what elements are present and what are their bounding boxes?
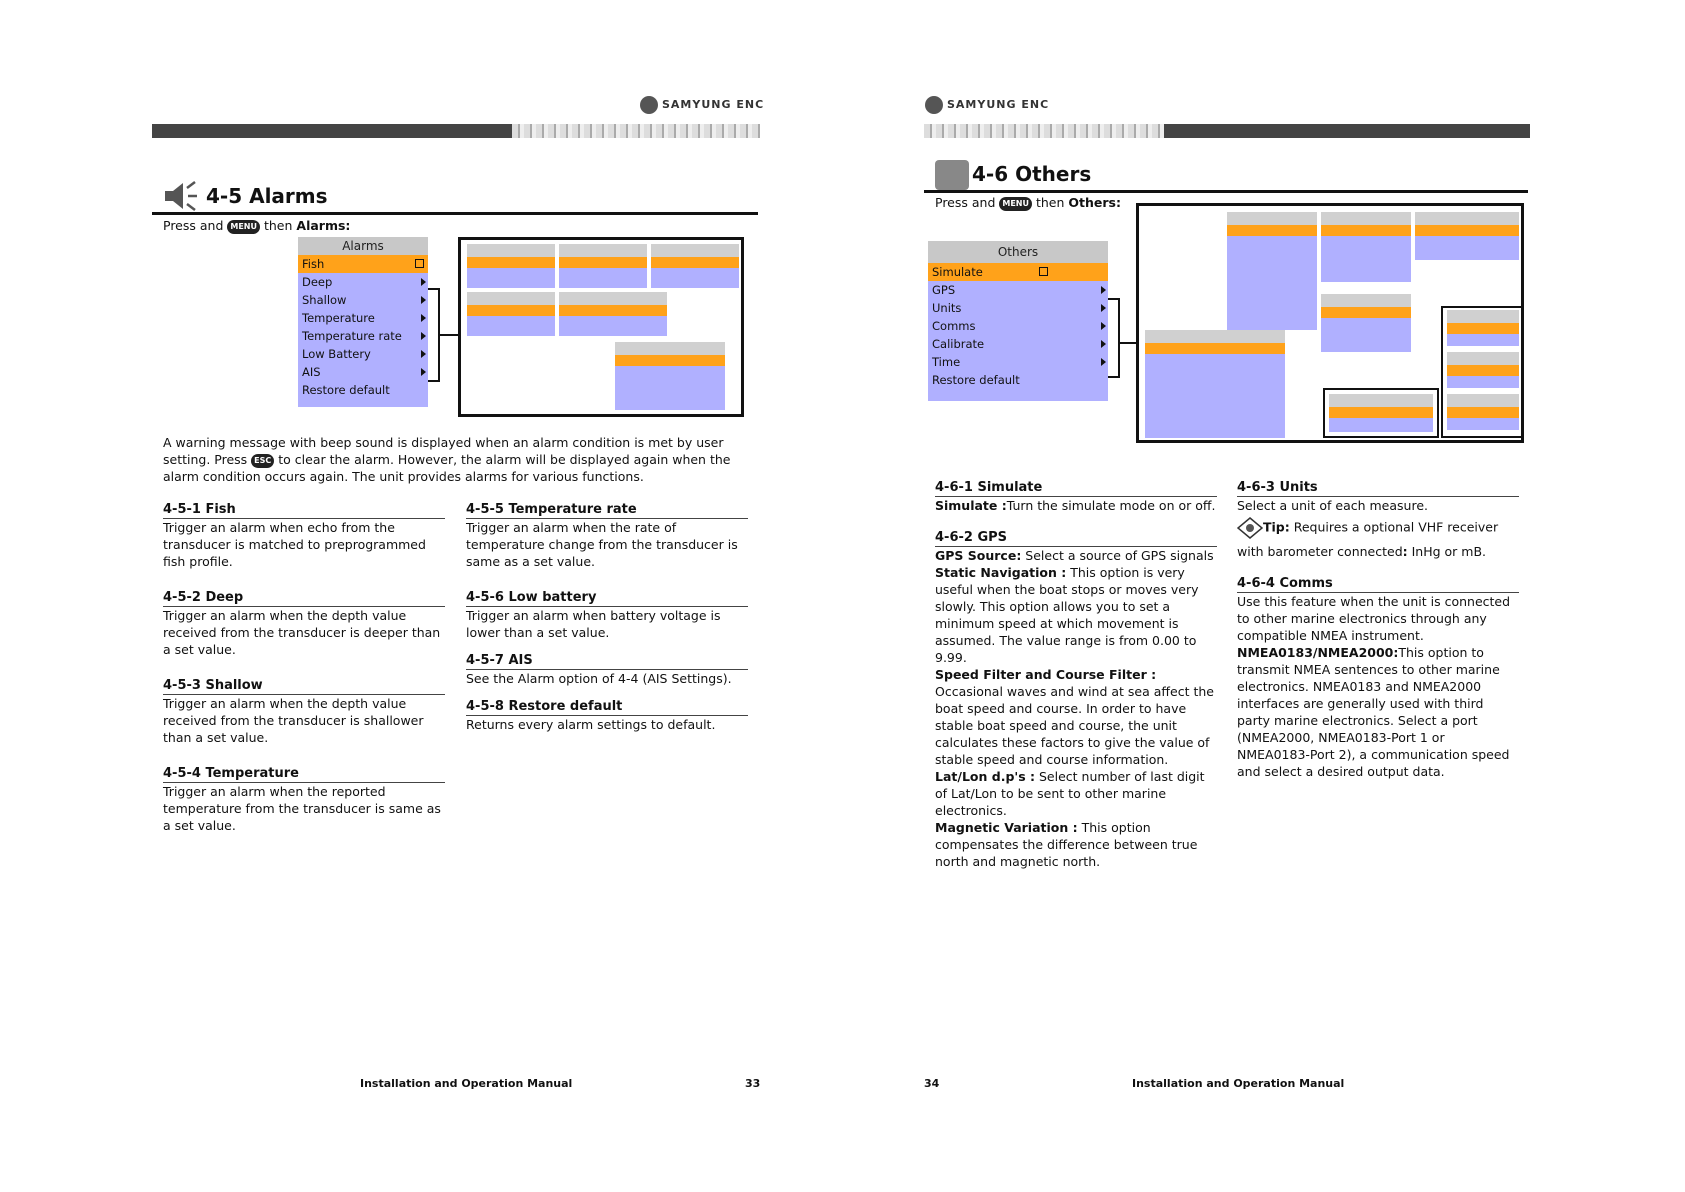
others-submenus-frame (1136, 203, 1524, 443)
arrow-right-icon (1101, 322, 1106, 330)
header-bar-right (1164, 124, 1530, 138)
alarms-menu-title: Alarms (298, 237, 428, 255)
header-bar-left (152, 124, 512, 138)
page-number-left: 33 (745, 1077, 761, 1090)
sub-shallow: 4-5-3 Shallow Trigger an alarm when the depth value received from the transducer is shallower than a set value. (163, 678, 445, 746)
submenu-deep (467, 244, 555, 288)
sub-ais: 4-5-7 AIS See the Alarm option of 4-4 (AIS Settings). (466, 653, 748, 687)
header-bar-right-light (924, 124, 1164, 138)
checkbox-icon (415, 259, 424, 268)
menu-key-icon: MENU (999, 197, 1032, 211)
alarms-menu (298, 237, 428, 407)
arrow-right-icon (421, 278, 426, 286)
alarms-col-2 (466, 502, 748, 733)
others-section-icon (935, 160, 969, 190)
sub-gps: 4-6-2 GPS GPS Source: Select a source of GPS signals Static Navigation : This option is very useful when the boat stops or moves very slowly. This option allows you to set a minimum speed at which movement is assumed. The value range is from 0.00 to 9.99. Speed Filter and Course Filter : Occasional waves and wind at sea affect the boat speed and course. In order to have stable boat speed and course, the unit calculates these factors to give the value of stable speed and course information. Lat/Lon d.p's : Select number of last digit of Lat/Lon to be sent to other marine electronics. Magnetic Variation : This option compensates the difference between true north and magnetic north. (935, 530, 1217, 870)
submenu-ais (615, 342, 725, 410)
submenu-nmea-frame (1441, 306, 1523, 438)
submenu-magnetic-frame (1323, 388, 1439, 438)
globe-icon (640, 96, 658, 114)
alarms-intro: A warning message with beep sound is displayed when an alarm condition is met by user setting. Press ESC to clear the alarm. However, the alarm will be displayed again when the alarm condition occurs again. The unit provides alarms for various functions. (163, 435, 731, 484)
header-bar-left-light (512, 124, 760, 138)
submenu-nmea-2 (1447, 352, 1519, 388)
press-instruction-right: Press and MENU then Others: (935, 195, 1121, 210)
submenu-temperature (651, 244, 739, 288)
page-title-alarms: 4-5 Alarms (206, 184, 328, 208)
alarms-menu-item-temperature-rate[interactable]: Temperature rate (298, 327, 428, 345)
alarms-menu-item-deep[interactable]: Deep (298, 273, 428, 291)
menu-connector-stub (440, 334, 460, 336)
alarms-menu-item-low-battery[interactable]: Low Battery (298, 345, 428, 363)
press-instruction-left: Press and MENU then Alarms: (163, 218, 351, 233)
esc-key-icon: ESC (251, 454, 274, 468)
submenu-low-battery (467, 292, 555, 336)
submenu-magnetic-variation (1329, 394, 1433, 432)
arrow-right-icon (421, 350, 426, 358)
others-col-1 (935, 480, 1217, 870)
sub-low-battery: 4-5-6 Low battery Trigger an alarm when battery voltage is lower than a set value. (466, 590, 748, 641)
others-connector (1108, 298, 1120, 378)
submenu-nmea-1 (1447, 310, 1519, 346)
arrow-right-icon (1101, 340, 1106, 348)
submenu-shallow (559, 244, 647, 288)
arrow-right-icon (421, 296, 426, 304)
submenu-comms (1321, 294, 1411, 352)
arrow-right-icon (1101, 358, 1106, 366)
sub-temperature: 4-5-4 Temperature Trigger an alarm when the reported temperature from the transducer is same as a set value. (163, 766, 445, 834)
others-col-2 (1237, 480, 1519, 780)
checkbox-icon (1039, 267, 1048, 276)
others-menu-item-simulate[interactable]: Simulate (928, 263, 1108, 281)
sub-fish: 4-5-1 Fish Trigger an alarm when echo from the transducer is matched to preprogrammed fish profile. (163, 502, 445, 570)
arrow-right-icon (1101, 304, 1106, 312)
tip-icon (1237, 517, 1263, 539)
others-menu-item-restore-default[interactable]: Restore default (932, 373, 1020, 387)
arrow-right-icon (421, 314, 426, 322)
others-menu-item-calibrate[interactable]: Calibrate (928, 335, 1108, 353)
alarm-section-icon (163, 180, 199, 216)
page-number-right: 34 (924, 1077, 940, 1090)
sub-units: 4-6-3 Units Select a unit of each measure. Tip: Requires a optional VHF receiver with barometer connected: InHg or mB. (1237, 480, 1519, 560)
alarms-menu-item-shallow[interactable]: Shallow (298, 291, 428, 309)
brand-logo-left: SAMYUNG ENC (640, 96, 764, 114)
submenu-nmea-3 (1447, 394, 1519, 430)
alarms-menu-item-fish[interactable]: Fish (298, 255, 428, 273)
alarms-menu-item-ais[interactable]: AIS (298, 363, 428, 381)
arrow-right-icon (421, 332, 426, 340)
submenu-gps (1145, 330, 1285, 438)
submenu-calibrate (1321, 212, 1411, 282)
sub-deep: 4-5-2 Deep Trigger an alarm when the depth value received from the transducer is deeper than a set value. (163, 590, 445, 658)
alarm-submenus-frame (458, 237, 744, 417)
alarms-menu-item-temperature[interactable]: Temperature (298, 309, 428, 327)
menu-key-icon: MENU (227, 220, 260, 234)
menu-connector (428, 288, 440, 382)
others-menu-title: Others (928, 241, 1108, 263)
arrow-right-icon (1101, 286, 1106, 294)
submenu-time (1415, 212, 1519, 260)
title-rule-right (924, 190, 1528, 193)
submenu-temperature-rate (559, 292, 667, 336)
sub-comms: 4-6-4 Comms Use this feature when the unit is connected to other marine electronics through any compatible NMEA instrument. NMEA0183/NMEA2000:This option to transmit NMEA sentences to other marine electronics. NMEA0183 and NMEA2000 interfaces are generally used with third party marine electronics. Select a port (NMEA2000, NMEA0183-Port 1 or NMEA0183-Port 2), a communication speed and select a desired output data. (1237, 576, 1519, 780)
alarms-col-1 (163, 502, 445, 834)
page-title-others: 4-6 Others (972, 162, 1092, 186)
others-menu-item-comms[interactable]: Comms (928, 317, 1108, 335)
alarms-menu-item-restore-default[interactable]: Restore default (302, 383, 390, 397)
others-menu-item-gps[interactable]: GPS (928, 281, 1108, 299)
sub-simulate: 4-6-1 Simulate Simulate :Turn the simulate mode on or off. (935, 480, 1216, 513)
others-menu (928, 241, 1108, 401)
submenu-units (1227, 212, 1317, 330)
arrow-right-icon (421, 368, 426, 376)
title-rule-left (152, 212, 758, 215)
sub-restore-default: 4-5-8 Restore default Returns every alarm settings to default. (466, 699, 748, 733)
speaker-icon (163, 180, 199, 212)
others-menu-item-units[interactable]: Units (928, 299, 1108, 317)
others-menu-item-time[interactable]: Time (928, 353, 1108, 371)
sub-temperature-rate: 4-5-5 Temperature rate Trigger an alarm when the rate of temperature change from the transducer is same as a set value. (466, 502, 748, 570)
footer-title-left: Installation and Operation Manual (360, 1077, 573, 1090)
globe-icon (925, 96, 943, 114)
footer-title-right: Installation and Operation Manual (1132, 1077, 1345, 1090)
brand-logo-right: SAMYUNG ENC (925, 96, 1049, 114)
